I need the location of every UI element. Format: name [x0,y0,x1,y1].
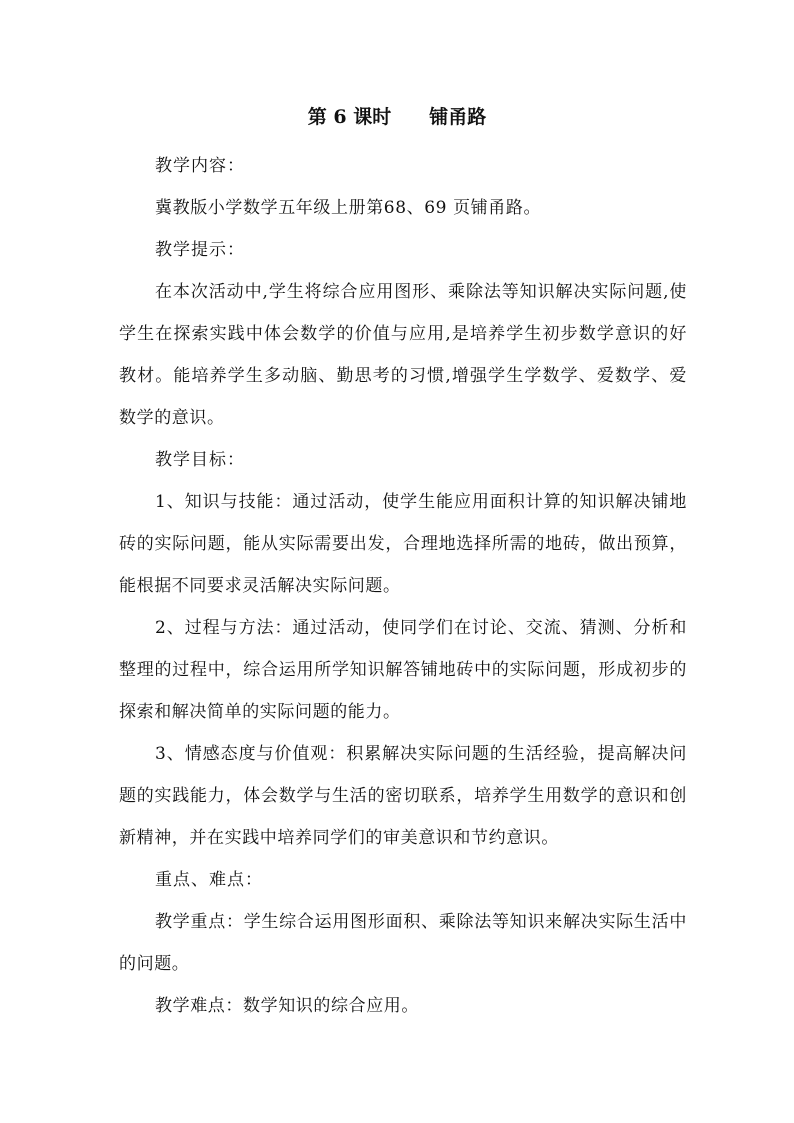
goal-process-method: 2、过程与方法：通过活动，使同学们在讨论、交流、猜测、分析和整理的过程中，综合运用所学知识解答铺地砖中的实际问题，形成初步的探索和解决简单的实际问题的能力。 [119,618,687,722]
goal-emotion-values: 3、情感态度与价值观：积累解决实际问题的生活经验，提高解决问题的实践能力，体会数学与生活的密切联系，培养学生用数学的意识和创新精神，并在实践中培养同学们的审美意识和节约意识。 [119,744,687,848]
difficult-point-text: 教学难点：数学知识的综合应用。 [155,996,419,1016]
teaching-hint-text: 在本次活动中,学生将综合应用图形、乘除法等知识解决实际问题,使学生在探索实践中体会数学的价值与应用,是培养学生初步数学意识的好教材。能培养学生多动脑、勤思考的习惯,增强学生学数学、爱数学、爱数学的意识。 [119,282,687,428]
teaching-content-text: 冀教版小学数学五年级上册第68、69 页铺甬路。 [155,198,542,218]
page-title: 第 6 课时 铺甬路 [307,106,487,128]
key-point-text: 教学重点：学生综合运用图形面积、乘除法等知识来解决实际生活中的问题。 [119,912,687,974]
teaching-content-heading: 教学内容： [155,156,245,176]
document-body [119,145,687,1027]
goal-knowledge-skills: 1、知识与技能：通过活动，使学生能应用面积计算的知识解决铺地砖的实际问题，能从实际需要出发，合理地选择所需的地砖，做出预算，能根据不同要求灵活解决实际问题。 [119,492,687,596]
key-difficult-heading: 重点、难点： [155,870,263,890]
teaching-hint-heading: 教学提示： [155,240,245,260]
teaching-goals-heading: 教学目标： [155,450,245,470]
